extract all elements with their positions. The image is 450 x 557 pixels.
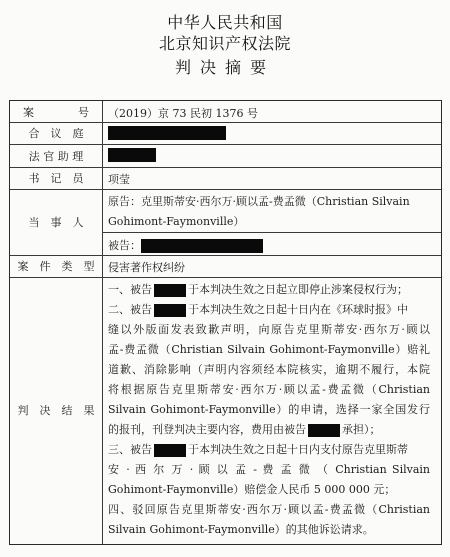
result-line: Gohimont-Faymonville）赔偿金人民币 5 000 000 元； <box>108 483 396 496</box>
column-divider <box>102 101 103 544</box>
case-number-value: （2019）京 73 民初 1376 号 <box>108 107 258 120</box>
case-type-label: 案 件 类 型 <box>17 260 95 273</box>
panel-label: 合 议 庭 <box>28 127 84 140</box>
result-line: 安 · 西 尔 万 · 顾 以 孟 - 费 孟 微 （ Christian Silvain <box>108 463 430 476</box>
plaintiff-line-1: 原告：克里斯蒂安·西尔万·顾以孟-费孟微（Christian Silvain <box>108 195 410 208</box>
result-line: 二、被告 于本判决生效之日起十日内在《环球时报》中 <box>108 303 408 316</box>
case-number-label: 案 号 <box>23 105 89 119</box>
result-line: 将根据原告克里斯蒂安·西尔万·顾以孟-费孟微（Christian <box>108 383 430 396</box>
result-line: 的报刊，刊登判决主要内容，费用由被告 承担）； <box>108 423 381 436</box>
panel-value-redacted <box>108 126 435 140</box>
redaction-block <box>154 444 186 457</box>
redaction-block <box>141 239 263 253</box>
redaction-block <box>308 424 340 437</box>
judgment-result-label: 判 决 结 果 <box>17 404 95 417</box>
judgment-result-text <box>108 280 430 540</box>
result-line: 道歉、消除影响（声明内容须经本院核实，逾期不履行，本院 <box>108 363 430 376</box>
result-line: 一、被告 于本判决生效之日起立即停止涉案侵权行为； <box>108 283 408 296</box>
result-line: 三、被告 于本判决生效之日起十日内支付原告克里斯蒂 <box>108 443 408 456</box>
court-name-title: 北京知识产权法院 <box>158 34 291 53</box>
judge-assistant-value-redacted <box>108 148 435 162</box>
parties-label: 当 事 人 <box>28 216 84 229</box>
redaction-block <box>154 304 186 317</box>
judge-assistant-label: 法 官 助 理 <box>28 149 84 163</box>
case-type-value: 侵害著作权纠纷 <box>108 261 185 274</box>
result-line: 孟-费孟微（Christian Silvain Gohimont-Faymonville）赔礼 <box>108 343 430 356</box>
clerk-label: 书 记 员 <box>28 172 84 185</box>
redaction-block <box>108 126 226 140</box>
redaction-block <box>154 284 186 297</box>
result-line: Silvain Gohimont-Faymonville）的申请，选择一家全国发行 <box>108 403 430 416</box>
court-country-title: 中华人民共和国 <box>167 13 283 32</box>
row-divider <box>102 232 441 233</box>
result-line: 缝以外版面发表致歉声明，向原告克里斯蒂安·西尔万·顾以 <box>108 323 430 336</box>
defendant-line <box>108 237 435 253</box>
judgment-summary-table <box>9 100 442 545</box>
redaction-block <box>108 148 156 162</box>
plaintiff-line-2: Gohimont-Faymonville） <box>108 215 245 228</box>
clerk-value: 项莹 <box>108 173 130 186</box>
document-title: 判决摘要 <box>174 58 275 77</box>
result-line: Silvain Gohimont-Faymonville）的其他诉讼请求。 <box>108 523 374 536</box>
result-line: 四、驳回原告克里斯蒂安·西尔万·顾以孟-费孟微（Christian <box>108 503 430 516</box>
defendant-prefix: 被告： <box>108 239 141 252</box>
